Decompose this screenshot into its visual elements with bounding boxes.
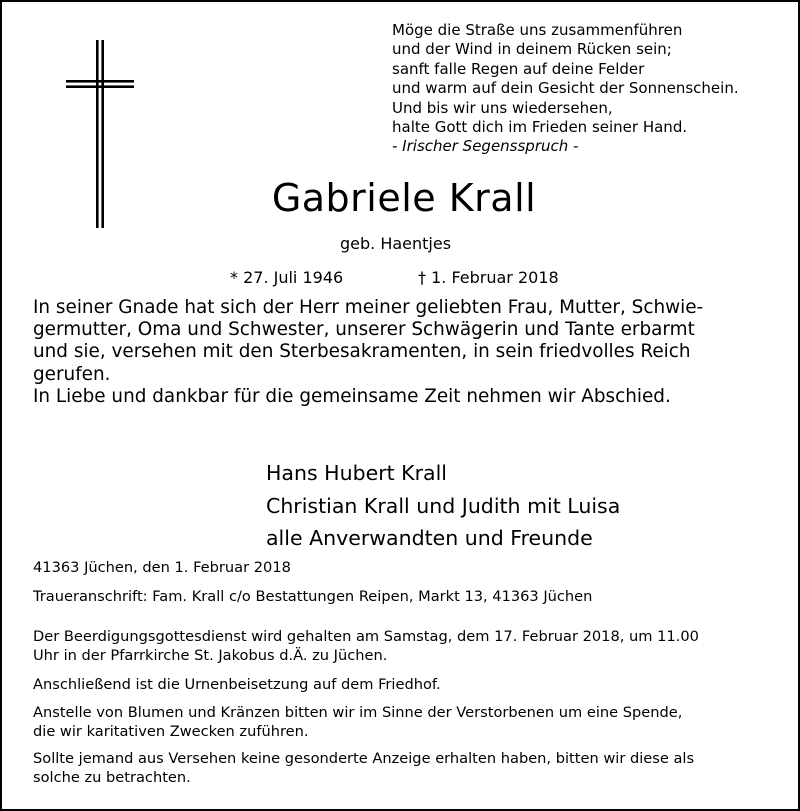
birth-name: geb. Haentjes [340,234,452,253]
place-date-text: 41363 Jüchen, den 1. Februar 2018 [33,559,291,576]
notice-info [33,749,778,787]
poem-source: - Irischer Segensspruch - [392,137,579,156]
mourner-name: Christian Krall und Judith mit Luisa [266,493,621,518]
announcement-line: In Liebe und dankbar für die gemeinsame Zeit nehmen wir Abschied. [33,385,671,407]
mourning-address-text: Traueranschrift: Fam. Krall c/o Bestattungen Reipen, Markt 13, 41363 Jüchen [33,588,593,605]
announcement-line: gerufen. [33,363,111,385]
announcement-line: und sie, versehen mit den Sterbesakramenten, in sein friedvolles Reich [33,341,691,363]
announcement-text [33,297,775,408]
donation-line: Anstelle von Blumen und Kränzen bitten wir im Sinne der Verstorbenen um eine Spende, [33,704,683,721]
mourning-address [33,587,778,606]
notice-line: solche zu betrachten. [33,769,191,786]
poem-line: sanft falle Regen auf deine Felder [392,59,645,78]
funeral-service-line: Der Beerdigungsgottesdienst wird gehalten am Samstag, dem 17. Februar 2018, um 11.00 [33,628,699,645]
announcement-line: germutter, Oma und Schwester, unserer Schwägerin und Tante erbarmt [33,319,695,341]
blessing-poem [392,21,792,157]
mourner-name: alle Anverwandten und Freunde [266,526,593,550]
birth-date: * 27. Juli 1946 [230,268,344,287]
mourner-name: Hans Hubert Krall [266,461,448,485]
notice-line: Sollte jemand aus Versehen keine gesonderte Anzeige erhalten haben, bitten wir diese als [33,750,695,767]
poem-line: und der Wind in deinem Rücken sein; [392,40,672,59]
funeral-service-line: Uhr in der Pfarrkirche St. Jakobus d.Ä. zu Jüchen. [33,647,388,664]
donation-info [33,703,778,741]
poem-line: und warm auf dein Gesicht der Sonnenschein. [392,79,739,98]
deceased-name: Gabriele Krall [271,176,537,220]
place-date [33,558,778,577]
announcement-line: In seiner Gnade hat sich der Herr meiner geliebten Frau, Mutter, Schwie- [33,297,704,318]
burial-line: Anschließend ist die Urnenbeisetzung auf dem Friedhof. [33,676,441,693]
donation-line: die wir karitativen Zwecken zuführen. [33,723,309,740]
funeral-service-info [33,627,778,665]
mourners-list [266,457,620,555]
poem-line: Und bis wir uns wiedersehen, [392,98,613,117]
death-date: † 1. Februar 2018 [418,268,559,287]
poem-line: Möge die Straße uns zusammenführen [392,21,683,39]
burial-info [33,675,778,694]
poem-line: halte Gott dich im Frieden seiner Hand. [392,118,688,137]
